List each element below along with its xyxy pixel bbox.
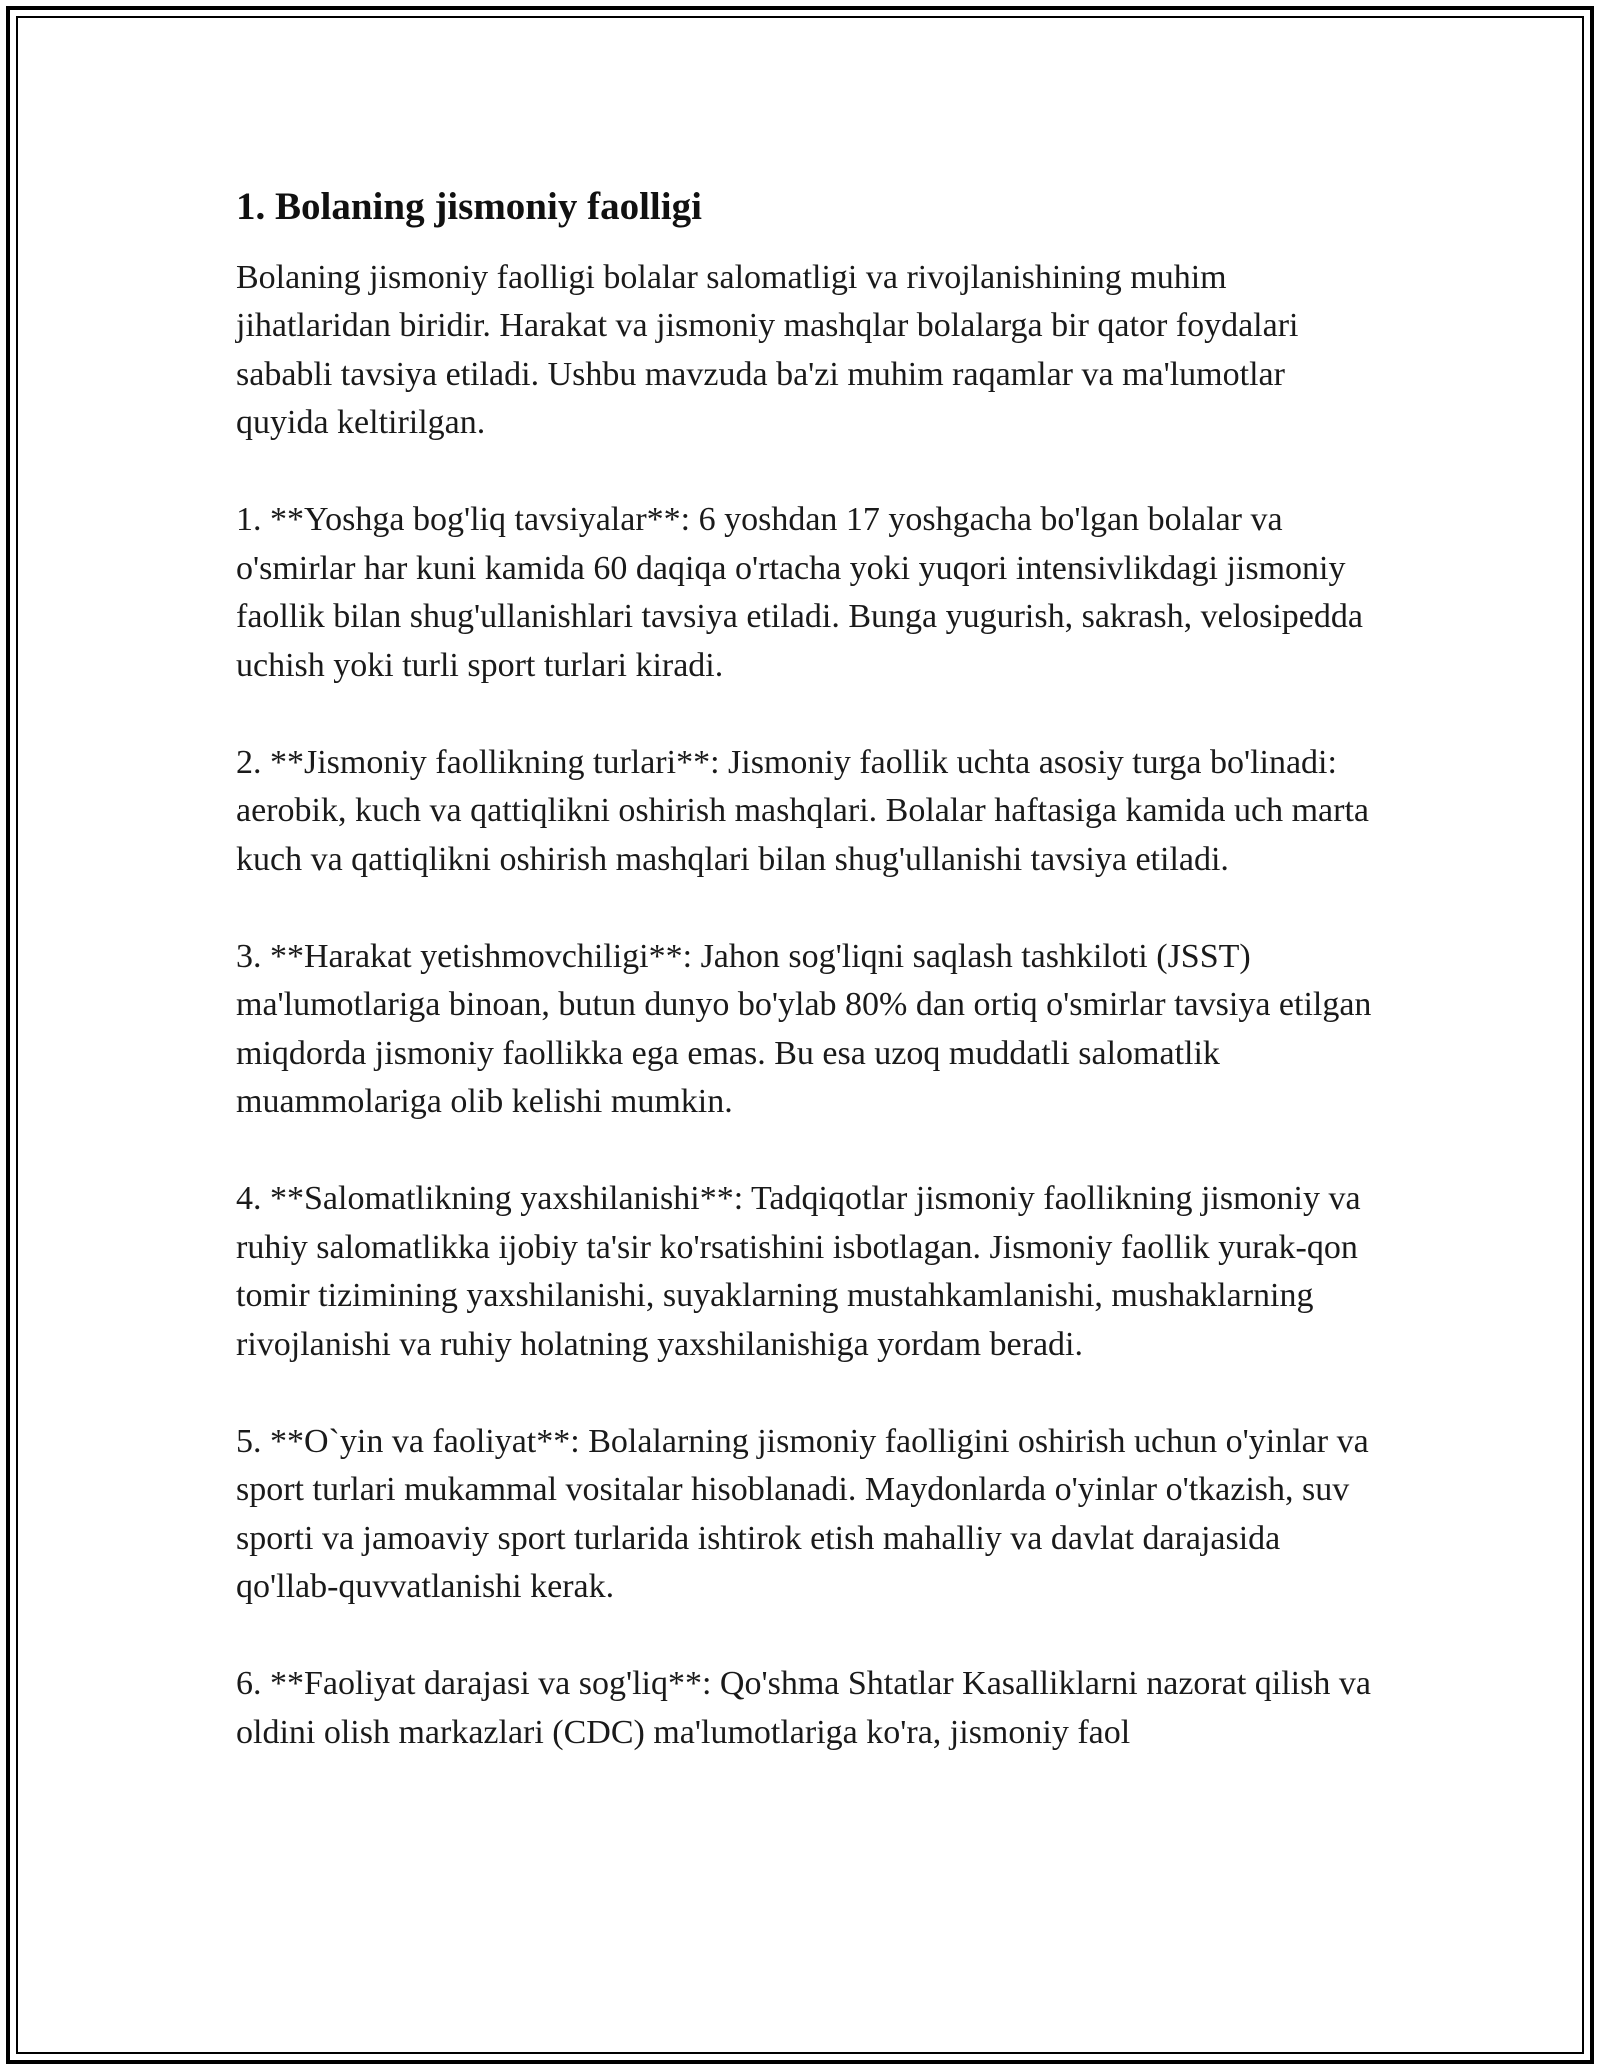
document-page bbox=[236, 184, 1376, 1806]
list-item-activity-types: 2. **Jismoniy faollikning turlari**: Jismoniy faollik uchta asosiy turga bo'linadi: aerobik, kuch va qattiqlikni oshirish mashqlari. Bolalar haftasiga kamida uch marta kuch va qattiqlikni oshirish mashqlari bilan shug'ullanishi tavsiya etiladi. bbox=[236, 743, 1370, 878]
list-item-health-improvement: 4. **Salomatlikning yaxshilanishi**: Tadqiqotlar jismoniy faollikning jismoniy va ruhiy salomatlikka ijobiy ta'sir ko'rsatishini isbotlagan. Jismoniy faollik yurak-qon tomir tizimining yaxshilanishi, suyaklarning mustahkamlanishi, mushaklarning rivojlanishi va ruhiy holatning yaxshilanishiga yordam beradi. bbox=[236, 1180, 1361, 1363]
list-item-activity-level-health: 6. **Faoliyat darajasi va sog'liq**: Qo'shma Shtatlar Kasalliklarni nazorat qilish va oldini olish markazlari (CDC) ma'lumotlariga ko'ra, jismoniy faol bbox=[236, 1665, 1371, 1751]
section-heading: 1. Bolaning jismoniy faolligi bbox=[236, 185, 702, 228]
list-item-inactivity: 3. **Harakat yetishmovchiligi**: Jahon sog'liqni saqlash tashkiloti (JSST) ma'lumotlariga binoan, butun dunyo bo'ylab 80% dan ortiq o'smirlar tavsiya etilgan miqdorda jismoniy faollikka ega emas. Bu esa uzoq muddatli salomatlik muammolariga olib kelishi mumkin. bbox=[236, 937, 1372, 1121]
list-item-play-and-activity: 5. **O`yin va faoliyat**: Bolalarning jismoniy faolligini oshirish uchun o'yinlar va sport turlari mukammal vositalar hisoblanadi. Maydonlarda o'yinlar o'tkazish, suv sporti va jamoaviy sport turlarida ishtirok etish mahalliy va davlat darajasida qo'llab-quvvatlanishi kerak. bbox=[236, 1422, 1369, 1606]
list-item-age-recommendations: 1. **Yoshga bog'liq tavsiyalar**: 6 yoshdan 17 yoshgacha bo'lgan bolalar va o'smirlar har kuni kamida 60 daqiqa o'rtacha yoki yuqori intensivlikdagi jismoniy faollik bilan shug'ullanishlari tavsiya etiladi. Bunga yugurish, sakrash, velosipedda uchish yoki turli sport turlari kiradi. bbox=[236, 501, 1363, 684]
intro-paragraph: Bolaning jismoniy faolligi bolalar salomatligi va rivojlanishining muhim jihatlaridan biridir. Harakat va jismoniy mashqlar bolalarga bir qator foydalari sababli tavsiya etiladi. Ushbu mavzuda ba'zi muhim raqamlar va ma'lumotlar quyida keltirilgan. bbox=[236, 258, 1299, 442]
